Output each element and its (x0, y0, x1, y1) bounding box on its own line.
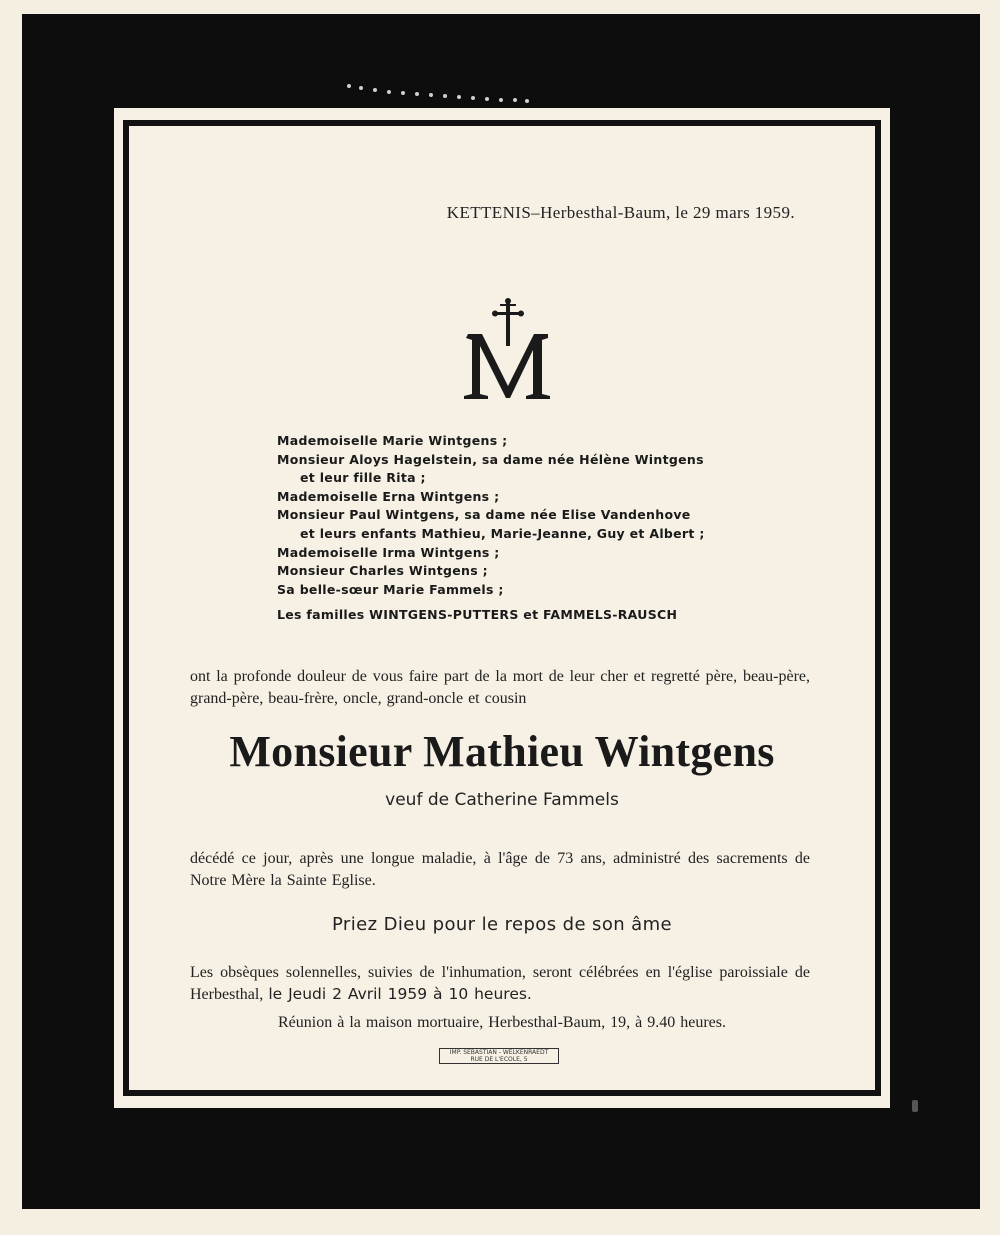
family-member: Mademoiselle Erna Wintgens ; (277, 488, 500, 504)
family-member: Mademoiselle Marie Wintgens ; (277, 433, 508, 448)
family-member: Monsieur Aloys Hagelstein, sa dame née Hélène Wintgens (277, 451, 704, 467)
announcement-text: ont la profonde douleur de vous faire part de la mort de leur cher et regretté père, beau-père, grand-père, beau-frère, oncle, grand-oncle et cousin (190, 668, 810, 707)
family-member: Mademoiselle Irma Wintgens ; (277, 544, 500, 560)
family-member: et leurs enfants Mathieu, Marie-Jeanne, Guy et Albert ; (300, 525, 705, 541)
funeral-date: le Jeudi 2 Avril 1959 à 10 heures. (268, 984, 532, 1003)
paper-specks (345, 82, 535, 104)
monogram-cross-icon (454, 298, 564, 408)
family-member: Monsieur Charles Wintgens ; (277, 563, 488, 579)
deceased-name: Monsieur Mathieu Wintgens (229, 727, 775, 776)
death-notice: décédé ce jour, après une longue maladie, à l'âge de 73 ans, administré des sacrements de Notre Mère la Sainte Eglise. (190, 850, 810, 889)
prayer-line: Priez Dieu pour le repos de son âme (331, 914, 672, 935)
family-member: Les familles WINTGENS-PUTTERS et FAMMELS-RAUSCH (277, 607, 678, 623)
family-member: et leur fille Rita ; (300, 470, 426, 486)
widow-line: veuf de Catherine Fammels (385, 790, 619, 810)
family-list (277, 432, 757, 625)
notice-content (129, 126, 875, 1090)
printer-address: RUE DE L'ECOLE, 5 (470, 1056, 528, 1063)
funeral-text: Les obsèques solennelles, suivies de l'inhumation, seront célébrées en l'église paroissiale de Herbesthal, (190, 964, 810, 1003)
funeral-details (190, 962, 810, 1005)
family-member: Monsieur Paul Wintgens, sa dame née Elise Vandenhove (277, 507, 691, 523)
reunion-line: Réunion à la maison mortuaire, Herbesthal-Baum, 19, à 9.40 heures. (278, 1014, 726, 1031)
place-date: KETTENIS–Herbesthal-Baum, le 29 mars 1959. (446, 203, 795, 222)
printer-stamp (439, 1048, 559, 1064)
ink-smudge (912, 1100, 918, 1112)
family-member: Sa belle-sœur Marie Fammels ; (277, 581, 504, 597)
printer-name: IMP. SEBASTIAN - WELKENRAEDT (449, 1049, 549, 1056)
notice-card (114, 108, 890, 1108)
